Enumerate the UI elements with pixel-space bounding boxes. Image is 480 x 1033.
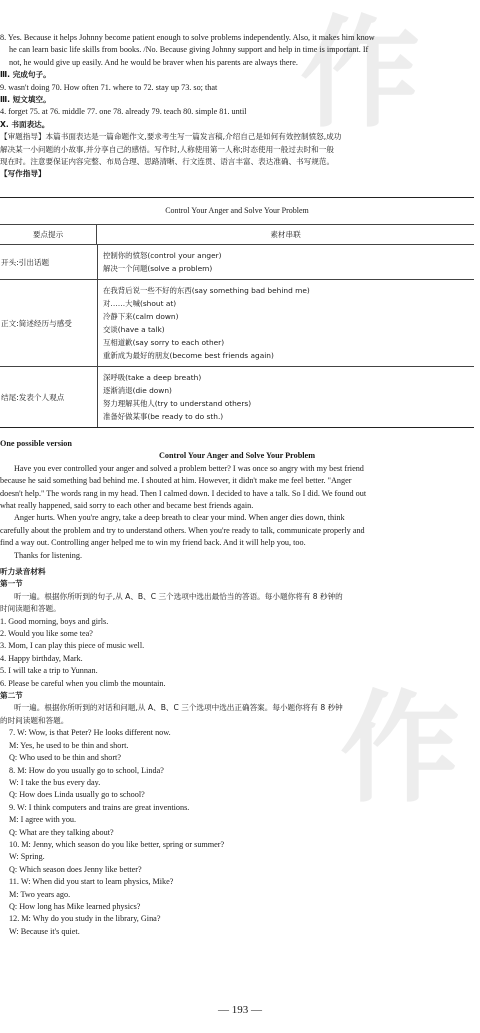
essay-line: Have you ever controlled your anger and solved a problem better? I was once so angry with my best friend	[14, 463, 364, 473]
row-item: 对……大喊(shout at)	[103, 299, 177, 308]
sentence-item: 2. Would you like some tea?	[0, 629, 93, 639]
part-2-heading: 第二节	[0, 691, 23, 701]
part-1-heading: 第一节	[0, 579, 23, 589]
sentence-item: 5. I will take a trip to Yunnan.	[0, 666, 98, 676]
listening-heading: 听力录音材料	[0, 567, 46, 576]
row-item: 深呼吸(take a deep breath)	[103, 373, 202, 382]
watermark-glyph: 作	[300, 5, 420, 144]
part-2-instruction: 听一遍。根据你所听到的对话和问题,从 A、B、C 三个选项中选出正确答案。每小题你将有 8 秒钟	[14, 703, 343, 713]
row-item: 解决一个问题(solve a problem)	[103, 264, 213, 273]
row-item: 重新成为最好的朋友(become best friends again)	[103, 351, 274, 360]
section-writing: X. 书面表达。	[0, 119, 50, 129]
dialogue-line: M: Two years ago.	[9, 889, 71, 899]
dialogue-line: M: Yes, he used to be thin and short.	[9, 740, 129, 750]
table-row-body	[0, 280, 474, 367]
writing-guide-table	[0, 197, 474, 428]
sentence-item: 3. Mom, I can play this piece of music well.	[0, 641, 145, 651]
part-1-instruction: 时间读题和答题。	[0, 604, 61, 614]
header-material: 素材串联	[270, 230, 301, 239]
row-item: 交谈(have a talk)	[103, 325, 165, 334]
table-row-ending	[0, 367, 474, 427]
answer-68-line-2: he can learn basic life skills from books. /No. Because giving Johnny support and help in time is important. If	[9, 45, 369, 55]
row-item: 控制你的愤怒(control your anger)	[103, 251, 222, 260]
table-row-opening	[0, 245, 474, 280]
dialogue-line: W: I take the bus every day.	[9, 777, 101, 787]
short-passage-answers: 4. forget 75. at 76. middle 77. one 78. already 79. teach 80. simple 81. until	[0, 107, 247, 117]
row-point: 开头:引出话题	[0, 245, 98, 279]
dialogue-line: Q: What are they talking about?	[9, 827, 114, 837]
essay-line: what really happened, said sorry to each other and became best friends again.	[0, 501, 254, 511]
dialogue-line: Q: How does Linda usually go to school?	[9, 790, 145, 800]
dialogue-line: Q: Which season does Jenny like better?	[9, 864, 142, 874]
row-item: 逐渐消退(die down)	[103, 386, 172, 395]
essay-line: carefully about the problem and try to understand others. When you're ready to talk, communicate properly and	[0, 525, 365, 535]
essay-line: because he said something bad behind me. I shouted at him. However, it didn't make me feel better. "Anger	[0, 476, 352, 486]
dialogue-line: 7. W: Wow, is that Peter? He looks different now.	[9, 728, 171, 738]
answer-68-line-3: not, he would give up easily. And he would be braver when his parents are always there.	[9, 57, 298, 67]
dialogue-line: M: I agree with you.	[9, 815, 77, 825]
sentence-item: 4. Happy birthday, Mark.	[0, 653, 83, 663]
dialogue-line: 9. W: I think computers and trains are great inventions.	[9, 802, 190, 812]
dialogue-line: 12. M: Why do you study in the library, Gina?	[9, 914, 161, 924]
answer-68-line-1: 8. Yes. Because it helps Johnny become patient enough to solve problems independently. Also, it makes him know	[0, 33, 375, 42]
row-item: 在我背后说一些不好的东西(say something bad behind me)	[103, 286, 310, 295]
guide-line-3: 现在时。注意要保证内容完整、布局合理、思路清晰、行文连贯、语言丰富、表达准确、书写规范。	[0, 157, 335, 167]
section-short-passage: Ⅲ. 短文填空。	[0, 95, 51, 105]
row-item: 准备好做某事(be ready to do sth.)	[103, 412, 224, 421]
dialogue-line: W: Because it's quiet.	[9, 926, 80, 936]
essay-line: find a way out. Controlling anger helped me to win my friend back. And it will help you, too.	[0, 538, 306, 548]
watermark-glyph: 作	[340, 680, 460, 819]
table-title: Control Your Anger and Solve Your Problem	[0, 198, 474, 225]
complete-sentences-answers: 9. wasn't doing 70. How often 71. where to 72. stay up 73. so; that	[0, 82, 218, 92]
part-2-instruction: 的时间读题和答题。	[0, 715, 69, 725]
dialogue-line: 10. M: Jenny, which season do you like better, spring or summer?	[9, 839, 225, 849]
guide-line-1: 【审题指导】本篇书面表达是一篇命题作文,要求考生写一篇发言稿,介绍自己是如何有效控制愤怒,成功	[0, 132, 342, 142]
sentence-item: 6. Please be careful when you climb the mountain.	[0, 678, 166, 688]
sample-essay	[0, 438, 474, 562]
dialogue-line: 8. M: How do you usually go to school, Linda?	[9, 765, 164, 775]
page-number: — 193 —	[218, 1004, 262, 1016]
row-point: 结尾:发表个人观点	[0, 367, 98, 427]
row-item: 互相道歉(say sorry to each other)	[103, 338, 225, 347]
dialogue-line: W: Spring.	[9, 852, 45, 862]
dialogue-line: Q: How long has Mike learned physics?	[9, 901, 141, 911]
essay-line: Anger hurts. When you're angry, take a deep breath to clear your mind. When anger dies down, think	[14, 513, 345, 523]
row-point: 正文:简述经历与感受	[0, 280, 98, 366]
essay-line: Thanks for listening.	[14, 550, 82, 560]
table-header	[0, 225, 474, 245]
row-item: 冷静下来(calm down)	[103, 312, 179, 321]
dialogue-line: Q: Who used to be thin and short?	[9, 753, 121, 763]
essay-line: doesn't help." The words rang in my head. Then I calmed down. I decided to have a talk. So I did. We found out	[0, 488, 367, 498]
section-complete-sentences: Ⅲ. 完成句子。	[0, 70, 51, 80]
essay-label: One possible version	[0, 439, 72, 448]
guide-line-2: 解决某一小问题的小故事,并分享自己的感悟。写作时,人称使用第一人称;时态使用一般过去时和一般	[0, 144, 334, 154]
part-1-instruction: 听一遍。根据你所听到的句子,从 A、B、C 三个选项中选出最恰当的答语。每小题你将有 8 秒钟的	[14, 591, 343, 601]
sentence-item: 1. Good morning, boys and girls.	[0, 616, 109, 626]
dialogue-line: 11. W: When did you start to learn physics, Mike?	[9, 877, 174, 887]
header-points: 要点提示	[0, 225, 97, 244]
row-item: 努力理解其他人(try to understand others)	[103, 399, 252, 408]
writing-guide-label: 【写作指导】	[0, 169, 46, 179]
essay-title: Control Your Anger and Solve Your Problem	[158, 451, 316, 461]
